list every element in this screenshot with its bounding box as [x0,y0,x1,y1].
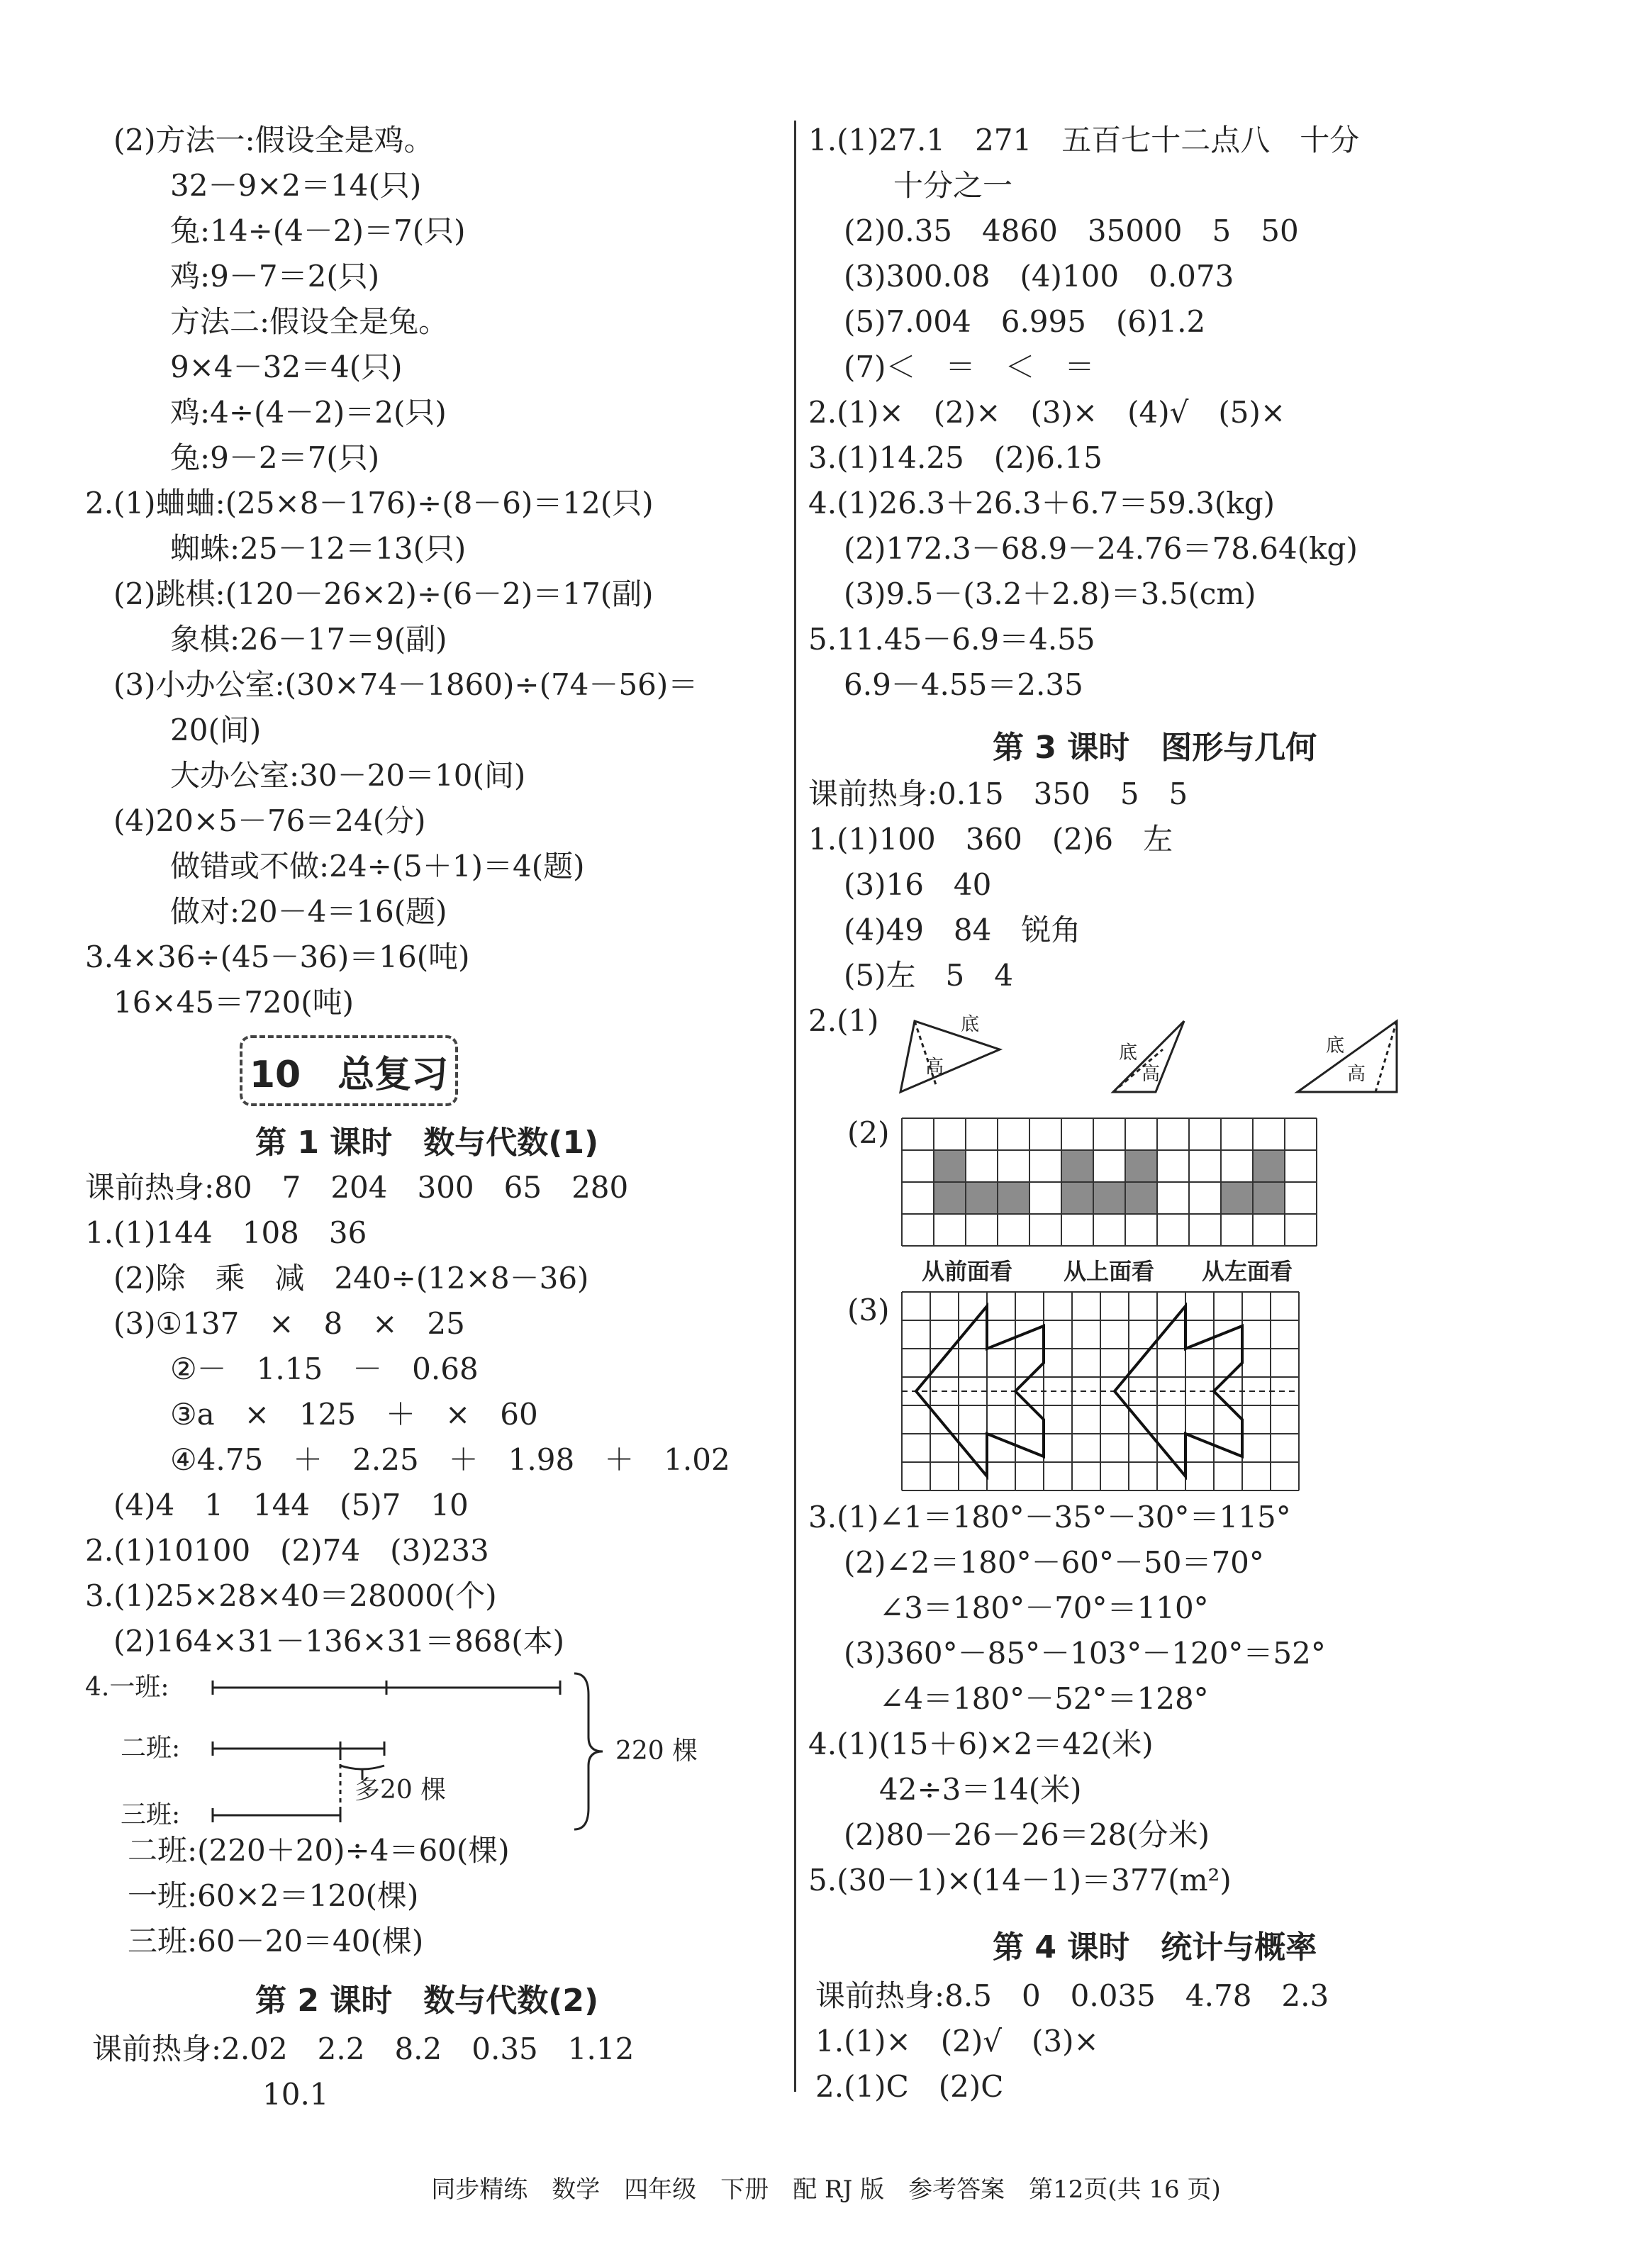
tri-height-label: 高 [1142,1064,1161,1085]
text-line: (3) [847,1293,890,1327]
tri-base-label: 底 [1326,1035,1345,1057]
text-line: 1.(1)27.1 271 五百七十二点八 十分 [808,123,1360,157]
text-line: 鸡:4÷(4－2)＝2(只) [170,395,447,430]
text-line: ∠4＝180°－52°＝128° [879,1681,1209,1716]
column-divider [794,121,796,2092]
text-line: 课前热身:80 7 204 300 65 280 [85,1170,629,1205]
text-line: (3)9.5－(3.2＋2.8)＝3.5(cm) [844,576,1256,611]
text-line: ③a × 125 ＋ × 60 [170,1397,538,1432]
chapter-badge: 10 总复习 [240,1035,458,1106]
text-line: 二班:(220＋20)÷4＝60(棵) [128,1833,510,1868]
text-line: 2.(1)× (2)× (3)× (4)√ (5)× [808,395,1286,430]
text-line: 象棋:26－17＝9(副) [170,622,447,657]
tri-height-label: 高 [925,1057,944,1078]
text-line: 32－9×2＝14(只) [170,168,422,203]
filled-cell [966,1182,998,1214]
text-line: 3.(1)14.25 (2)6.15 [808,440,1103,475]
text-line: (4)20×5－76＝24(分) [113,803,426,838]
text-line: 4.(1)(15＋6)×2＝42(米) [808,1727,1154,1761]
text-line: (2)164×31－136×31＝868(本) [113,1624,565,1659]
symmetry-grid [900,1291,1305,1496]
filled-cell [934,1150,966,1182]
text-line: (2)除 乘 减 240÷(12×8－36) [113,1261,589,1295]
text-line: 大办公室:30－20＝10(间) [170,758,526,793]
text-line: ②－ 1.15 － 0.68 [170,1352,479,1386]
text-line: 鸡:9－7＝2(只) [170,259,380,294]
text-line: 1.(1)144 108 36 [85,1215,367,1250]
text-line: (2)80－26－26＝28(分米) [844,1817,1210,1852]
filled-cell [1125,1182,1157,1214]
text-line: (7)＜ ＝ ＜ ＝ [844,350,1095,384]
view-caption: 从上面看 [1064,1258,1155,1285]
diagram-more: 多20 棵 [355,1776,447,1805]
text-line: 方法二:假设全是兔。 [170,304,449,339]
text-line: 20(间) [170,713,262,747]
page-footer: 同步精练 数学 四年级 下册 配 RJ 版 参考答案 第12页(共 16 页) [431,2175,1221,2204]
text-line: 10.1 [262,2077,329,2112]
total-brace [574,1673,603,1829]
diagram-label: 4.一班: [85,1673,169,1702]
text-line: ∠3＝180°－70°＝110° [879,1590,1209,1625]
text-line: 兔:14÷(4－2)＝7(只) [170,213,466,248]
filled-cell [1221,1182,1253,1214]
text-line: 4.(1)26.3＋26.3＋6.7＝59.3(kg) [808,486,1276,520]
filled-cell [1093,1182,1125,1214]
text-line: 5.(30－1)×(14－1)＝377(m²) [808,1863,1232,1897]
text-line: 做对:20－4＝16(题) [170,894,447,929]
text-line: 三班:60－20＝40(棵) [128,1924,424,1958]
text-line: (3)300.08 (4)100 0.073 [844,259,1234,294]
filled-cell [934,1182,966,1214]
text-line: (2)跳棋:(120－26×2)÷(6－2)＝17(副) [113,576,654,611]
text-line: 蜘蛛:25－12＝13(只) [170,531,467,566]
text-line: (2)∠2＝180°－60°－50＝70° [844,1545,1264,1580]
text-line: 3.(1)∠1＝180°－35°－30°＝115° [808,1500,1291,1534]
text-line: 1.(1)× (2)√ (3)× [815,2024,1099,2058]
triangle-1 [900,1021,1000,1092]
view-caption: 从前面看 [922,1258,1013,1285]
tri-base-label: 底 [961,1014,980,1035]
text-line: (5)7.004 6.995 (6)1.2 [844,304,1206,339]
view-caption: 从左面看 [1202,1258,1293,1285]
diagram-label: 二班: [121,1734,181,1763]
text-line: (3)①137 × 8 × 25 [113,1306,465,1341]
text-line: 2.(1)10100 (2)74 (3)233 [85,1533,489,1568]
text-line: (3)16 40 [844,867,992,902]
text-line: 2.(1)蛐蛐:(25×8－176)÷(8－6)＝12(只) [85,486,654,520]
text-line: (3)小办公室:(30×74－1860)÷(74－56)＝ [113,667,698,702]
diagram-label: 三班: [121,1800,181,1829]
text-line: (2)方法一:假设全是鸡。 [113,123,434,157]
tri-base-label: 底 [1119,1042,1138,1064]
text-line: 5.11.45－6.9＝4.55 [808,622,1095,657]
text-line: ④4.75 ＋ 2.25 ＋ 1.98 ＋ 1.02 [170,1442,730,1477]
text-line: (4)49 84 锐角 [844,913,1081,947]
text-line: 6.9－4.55＝2.35 [844,667,1083,702]
text-line: (2)0.35 4860 35000 5 50 [844,213,1299,248]
text-line: 课前热身:2.02 2.2 8.2 0.35 1.12 [92,2032,635,2066]
text-line: 2.(1)C (2)C [815,2069,1004,2104]
section-title: 第 1 课时 数与代数(1) [255,1125,599,1161]
text-line: (5)左 5 4 [844,958,1013,993]
section-title: 第 4 课时 统计与概率 [993,1929,1317,1966]
filled-cell [1061,1182,1093,1214]
tri-height-label: 高 [1347,1064,1366,1085]
text-line: 3.(1)25×28×40＝28000(个) [85,1578,497,1613]
diagram-total: 220 棵 [615,1737,698,1766]
text-line: 课前热身:0.15 350 5 5 [808,776,1188,811]
filled-cell [1061,1150,1093,1182]
text-line: (2) [847,1115,890,1150]
text-line: 兔:9－2＝7(只) [170,440,380,475]
views-grid [900,1117,1319,1248]
text-line: (2)172.3－68.9－24.76＝78.64(kg) [844,531,1358,566]
text-line: 一班:60×2＝120(棵) [128,1878,419,1913]
text-line: 1.(1)100 360 (2)6 左 [808,822,1173,857]
section-title: 第 3 课时 图形与几何 [993,730,1317,766]
text-line: (4)4 1 144 (5)7 10 [113,1488,469,1522]
text-line: 课前热身:8.5 0 0.035 4.78 2.3 [815,1978,1329,2013]
text-line: (3)360°－85°－103°－120°＝52° [844,1636,1326,1671]
text-line: 3.4×36÷(45－36)＝16(吨) [85,940,470,974]
text-line: 做错或不做:24÷(5＋1)＝4(题) [170,849,585,884]
text-line: 42÷3＝14(米) [879,1772,1082,1807]
filled-cell [1253,1150,1285,1182]
filled-cell [998,1182,1029,1214]
triangles-figure [886,1007,1595,1106]
filled-cell [1125,1150,1157,1182]
text-line: 十分之一 [893,168,1013,203]
section-title: 第 2 课时 数与代数(2) [255,1983,599,2019]
text-line: 16×45＝720(吨) [113,985,355,1020]
text-line: 9×4－32＝4(只) [170,350,403,384]
text-line: 2.(1) [808,1003,879,1038]
filled-cell [1253,1182,1285,1214]
